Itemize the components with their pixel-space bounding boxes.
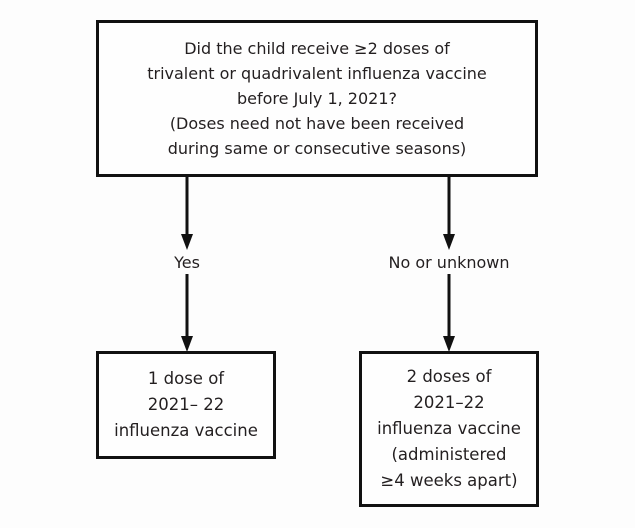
outcome-line: (administered	[391, 445, 507, 464]
outcome-line: ≥4 weeks apart)	[380, 471, 518, 490]
question-line: Did the child receive ≥2 doses of	[184, 39, 450, 58]
outcome-line: influenza vaccine	[377, 419, 521, 438]
arrowhead-no-upper-icon	[443, 234, 455, 250]
question-note-line: during same or consecutive seasons)	[167, 139, 467, 158]
outcome-line: 1 dose of	[147, 369, 225, 388]
question-note-line: (Doses need not have been received	[169, 114, 465, 133]
arrowhead-yes-lower-icon	[181, 336, 193, 352]
outcome-line: influenza vaccine	[114, 421, 258, 440]
question-box	[96, 20, 538, 177]
one-dose-outcome-box	[96, 351, 276, 459]
arrowhead-no-lower-icon	[443, 336, 455, 352]
outcome-line: 2 doses of	[406, 367, 492, 386]
yes-branch-label: Yes	[174, 253, 200, 272]
no-branch-label: No or unknown	[388, 253, 510, 272]
question-line: trivalent or quadrivalent influenza vaccine	[147, 64, 487, 83]
two-doses-outcome-box	[359, 351, 539, 507]
outcome-line: 2021– 22	[147, 395, 225, 414]
arrowhead-yes-upper-icon	[181, 234, 193, 250]
question-line: before July 1, 2021?	[237, 89, 397, 108]
outcome-line: 2021–22	[413, 393, 485, 412]
